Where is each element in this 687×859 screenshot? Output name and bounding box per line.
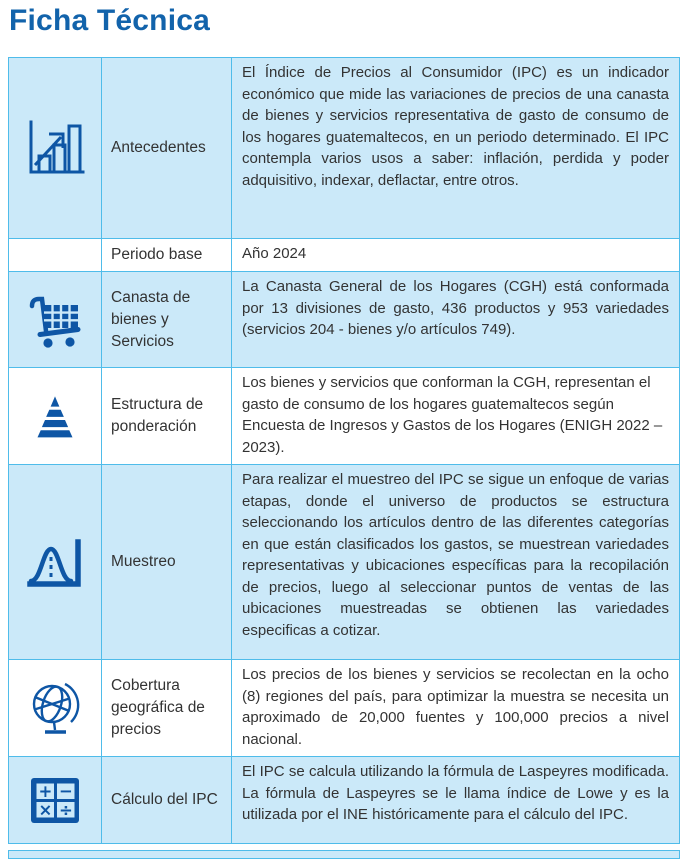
bell-curve-icon bbox=[25, 533, 85, 591]
row-paragraph: La Canasta General de los Hogares (CGH) está conformada por 13 divisiones de gasto, 436 productos y 953 variedades (servicios 204 - bienes y/o artículos 749). bbox=[242, 278, 669, 338]
row-label-cell bbox=[101, 272, 231, 367]
table-row bbox=[9, 659, 679, 756]
row-label: Cálculo del IPC bbox=[111, 791, 218, 808]
row-label-cell bbox=[101, 58, 231, 238]
row-text-cell bbox=[231, 368, 679, 464]
row-icon-cell bbox=[9, 660, 101, 756]
row-text-cell bbox=[231, 239, 679, 271]
calculator-icon bbox=[26, 772, 84, 828]
row-icon-cell bbox=[9, 272, 101, 367]
globe-icon bbox=[25, 677, 85, 739]
table-row bbox=[9, 367, 679, 464]
table-row bbox=[9, 756, 679, 843]
svg-text:−: − bbox=[58, 781, 73, 801]
row-icon-cell bbox=[9, 239, 101, 271]
table-row bbox=[9, 464, 679, 659]
row-label: Antecedentes bbox=[111, 139, 206, 156]
row-label-cell bbox=[101, 239, 231, 271]
row-label-cell bbox=[101, 660, 231, 756]
pyramid-icon bbox=[28, 391, 82, 441]
row-icon-cell bbox=[9, 368, 101, 464]
row-text-cell bbox=[231, 757, 679, 843]
row-paragraph: Para realizar el muestreo del IPC se sigue un enfoque de varias etapas, donde el universo de productos se estructura seleccionando los artículos dentro de las diferentes categorías en que están clasificados los gastos, se muestrean variedades representativas y ubicaciones específicas para la recopilación de precios, luego al seleccionar puntos de ventas de las ubicaciones muestreadas se obtienen las variedades especificas a cotizar. bbox=[242, 471, 669, 639]
row-text-cell bbox=[231, 660, 679, 756]
row-text-cell bbox=[231, 465, 679, 659]
page-title: Ficha Técnica bbox=[9, 4, 211, 37]
svg-text:+: + bbox=[38, 782, 53, 801]
row-text-cell bbox=[231, 58, 679, 238]
row-label-cell bbox=[101, 757, 231, 843]
row-icon-cell bbox=[9, 757, 101, 843]
row-paragraph: Los bienes y servicios que conforman la CGH, representan el gasto de consumo de los hogares guatemaltecos según Encuesta de Ingresos y Gastos de los Hogares (ENIGH 2022 – 2023). bbox=[242, 374, 663, 456]
row-label: Estructura de ponderación bbox=[111, 396, 204, 435]
row-label-cell bbox=[101, 368, 231, 464]
row-icon-cell bbox=[9, 58, 101, 238]
row-paragraph: El IPC se calcula utilizando la fórmula de Laspeyres modificada. La fórmula de Laspeyres se le llama índice de Lowe y es la utilizada por el INE históricamente para el cálculo del IPC. bbox=[242, 763, 669, 823]
row-label: Cobertura geográfica de precios bbox=[111, 677, 205, 738]
table-row bbox=[9, 58, 679, 238]
svg-text:÷: ÷ bbox=[58, 800, 73, 820]
row-label: Muestreo bbox=[111, 553, 176, 570]
technical-sheet-table bbox=[8, 57, 680, 844]
partial-next-row bbox=[8, 850, 680, 859]
row-label-cell bbox=[101, 465, 231, 659]
row-text-cell bbox=[231, 272, 679, 367]
svg-text:×: × bbox=[38, 800, 53, 820]
row-label: Canasta de bienes y Servicios bbox=[111, 288, 191, 350]
row-paragraph: Año 2024 bbox=[242, 245, 307, 262]
table-row bbox=[9, 271, 679, 367]
table-row bbox=[9, 238, 679, 271]
row-label: Periodo base bbox=[111, 246, 203, 263]
row-icon-cell bbox=[9, 465, 101, 659]
row-paragraph: El Índice de Precios al Consumidor (IPC) es un indicador económico que mide las variaciones de precios de una canasta de bienes y servicios representativa de gasto de consumo de los hogares guatemaltecos, en un periodo determinado. El IPC contempla varios usos a saber: inflación, perdida y poder adquisitivo, indexar, deflactar, entre otros. bbox=[242, 64, 669, 189]
bar-chart-growth-icon bbox=[22, 118, 88, 178]
shopping-cart-icon bbox=[25, 289, 85, 351]
row-paragraph: Los precios de los bienes y servicios se recolectan en la ocho (8) regiones del país, para optimizar la muestra se necesita un aproximado de 20,000 fuentes y 100,000 precios a nivel nacional. bbox=[242, 666, 669, 748]
